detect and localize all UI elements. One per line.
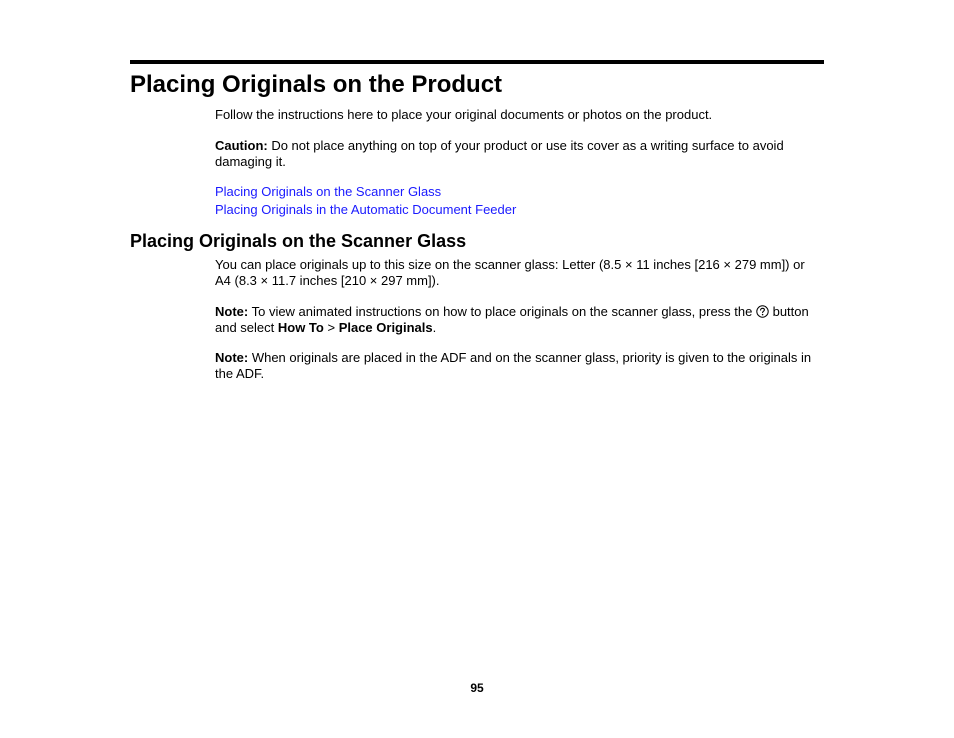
note-text: To view animated instructions on how to place originals on the scanner glass, press the	[248, 304, 756, 319]
page-title: Placing Originals on the Product	[130, 71, 503, 98]
intro-paragraph: Follow the instructions here to place your original documents or photos on the product.	[215, 107, 713, 122]
link-scanner-glass[interactable]: Placing Originals on the Scanner Glass	[215, 184, 442, 199]
note-label: Note:	[215, 304, 249, 319]
caution-label: Caution:	[215, 138, 268, 153]
note-text-continued: button and select	[215, 304, 809, 335]
note-end: .	[432, 319, 437, 335]
caution-text: Do not place anything on top of your product or use its cover as a writing surface to avoid damaging it.	[215, 138, 784, 169]
note-label: Note:	[215, 350, 249, 365]
menu-place-originals: Place Originals	[338, 319, 433, 335]
note-adf-priority	[215, 350, 823, 381]
page-number: 95	[470, 681, 484, 695]
top-rule	[130, 60, 824, 64]
size-paragraph: You can place originals up to this size on the scanner glass: Letter (8.5 × 11 inches [216 × 279 mm]) or A4 (8.3 × 11.7 inches [210 × 297 mm]).	[215, 257, 805, 288]
menu-separator: >	[323, 319, 339, 335]
help-icon	[756, 305, 769, 318]
note-text: When originals are placed in the ADF and on the scanner glass, priority is given to the originals in the ADF.	[215, 350, 812, 381]
caution-paragraph	[215, 138, 823, 169]
section-title: Placing Originals on the Scanner Glass	[130, 231, 467, 251]
menu-how-to: How To	[277, 319, 324, 335]
note-animated-instructions	[215, 304, 823, 335]
link-automatic-document-feeder[interactable]: Placing Originals in the Automatic Document Feeder	[215, 202, 517, 217]
